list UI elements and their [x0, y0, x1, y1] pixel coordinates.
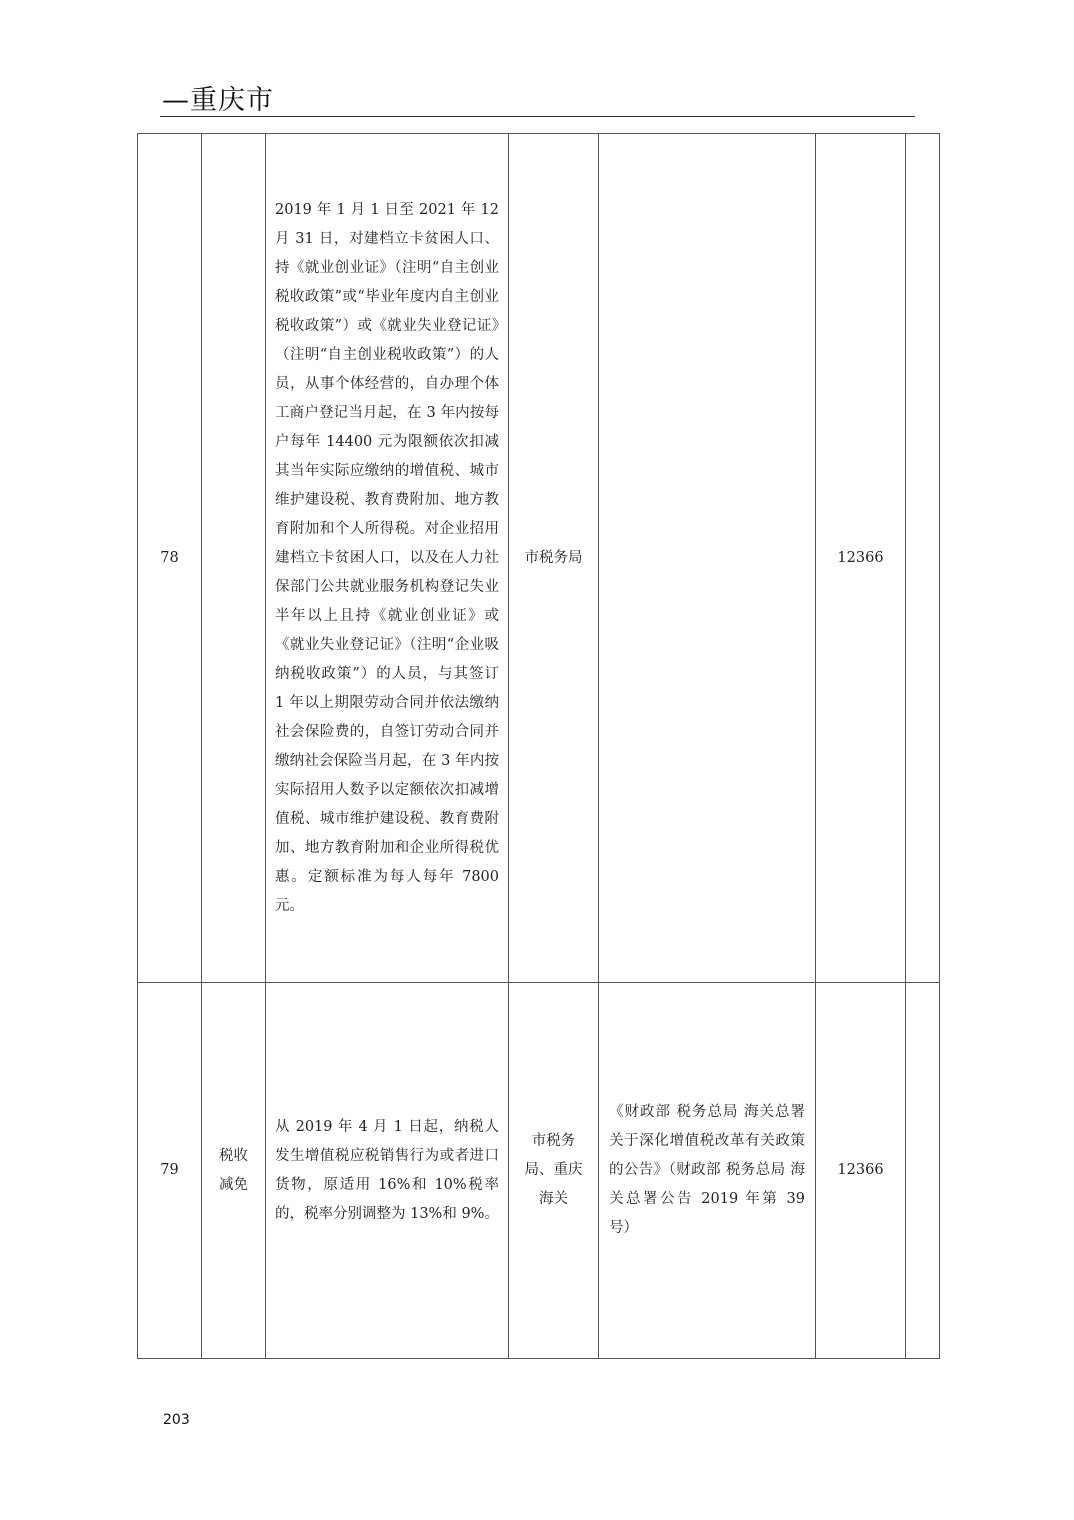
category-cell	[202, 134, 266, 983]
page-number: 203	[163, 1412, 190, 1428]
policy-basis-text: 《财政部 税务总局 海关总署关于深化增值税改革有关政策的公告》（财政部 税务总局 海关总署公告 2019 年第 39 号）	[609, 1104, 805, 1236]
policy-description-text: 2019 年 1 月 1 日至 2021 年 12 月 31 日，对建档立卡贫困人口、持《就业创业证》（注明“自主创业税收政策”或“毕业年度内自主创业税收政策”）或《就业失业登记证》（注明“自主创业税收政策”）的人员，从事个体经营的，自办理个体工商户登记当月起，在 3 年内按每户每年 14400 元为限额依次扣减其当年实际应缴纳的增值税、城市维护建设税、教育费附加、地方教育附加和个人所得税。对企业招用建档立卡贫困人口，以及在人力社保部门公共就业服务机构登记失业半年以上且持《就业创业证》或《就业失业登记证》（注明“企业吸纳税收政策”）的人员，与其签订 1 年以上期限劳动合同并依法缴纳社会保险费的，自签订劳动合同并缴纳社会保险当月起，在 3 年内按实际招用人数予以定额依次扣减增值税、城市维护建设税、教育费附加、地方教育附加和企业所得税优惠。定额标准为每人每年 7800 元。	[275, 201, 499, 914]
row-number-cell: 78	[138, 134, 202, 983]
category-cell	[202, 983, 266, 1359]
policy-description-cell	[266, 983, 509, 1359]
policy-table	[137, 133, 940, 1359]
responsible-organization-text: 市税务局	[524, 549, 583, 566]
table-row	[138, 983, 940, 1359]
contact-phone-cell: 12366	[816, 983, 906, 1359]
policy-description-cell	[266, 134, 509, 983]
row-number-cell: 79	[138, 983, 202, 1359]
policy-basis-cell	[599, 983, 816, 1359]
header-divider	[160, 116, 915, 117]
responsible-organization-text: 市税务局、重庆海关	[524, 1133, 583, 1207]
page-header-title: —重庆市	[162, 85, 274, 116]
category-text: 税收减免	[219, 1147, 248, 1193]
extra-cell	[906, 983, 940, 1359]
table-row	[138, 134, 940, 983]
policy-description-text: 从 2019 年 4 月 1 日起，纳税人发生增值税应税销售行为或者进口货物，原适用 16%和 10%税率的，税率分别调整为 13%和 9%。	[275, 1118, 499, 1222]
responsible-organization-cell	[509, 134, 599, 983]
responsible-organization-cell	[509, 983, 599, 1359]
policy-basis-cell	[599, 134, 816, 983]
extra-cell	[906, 134, 940, 983]
contact-phone-cell: 12366	[816, 134, 906, 983]
